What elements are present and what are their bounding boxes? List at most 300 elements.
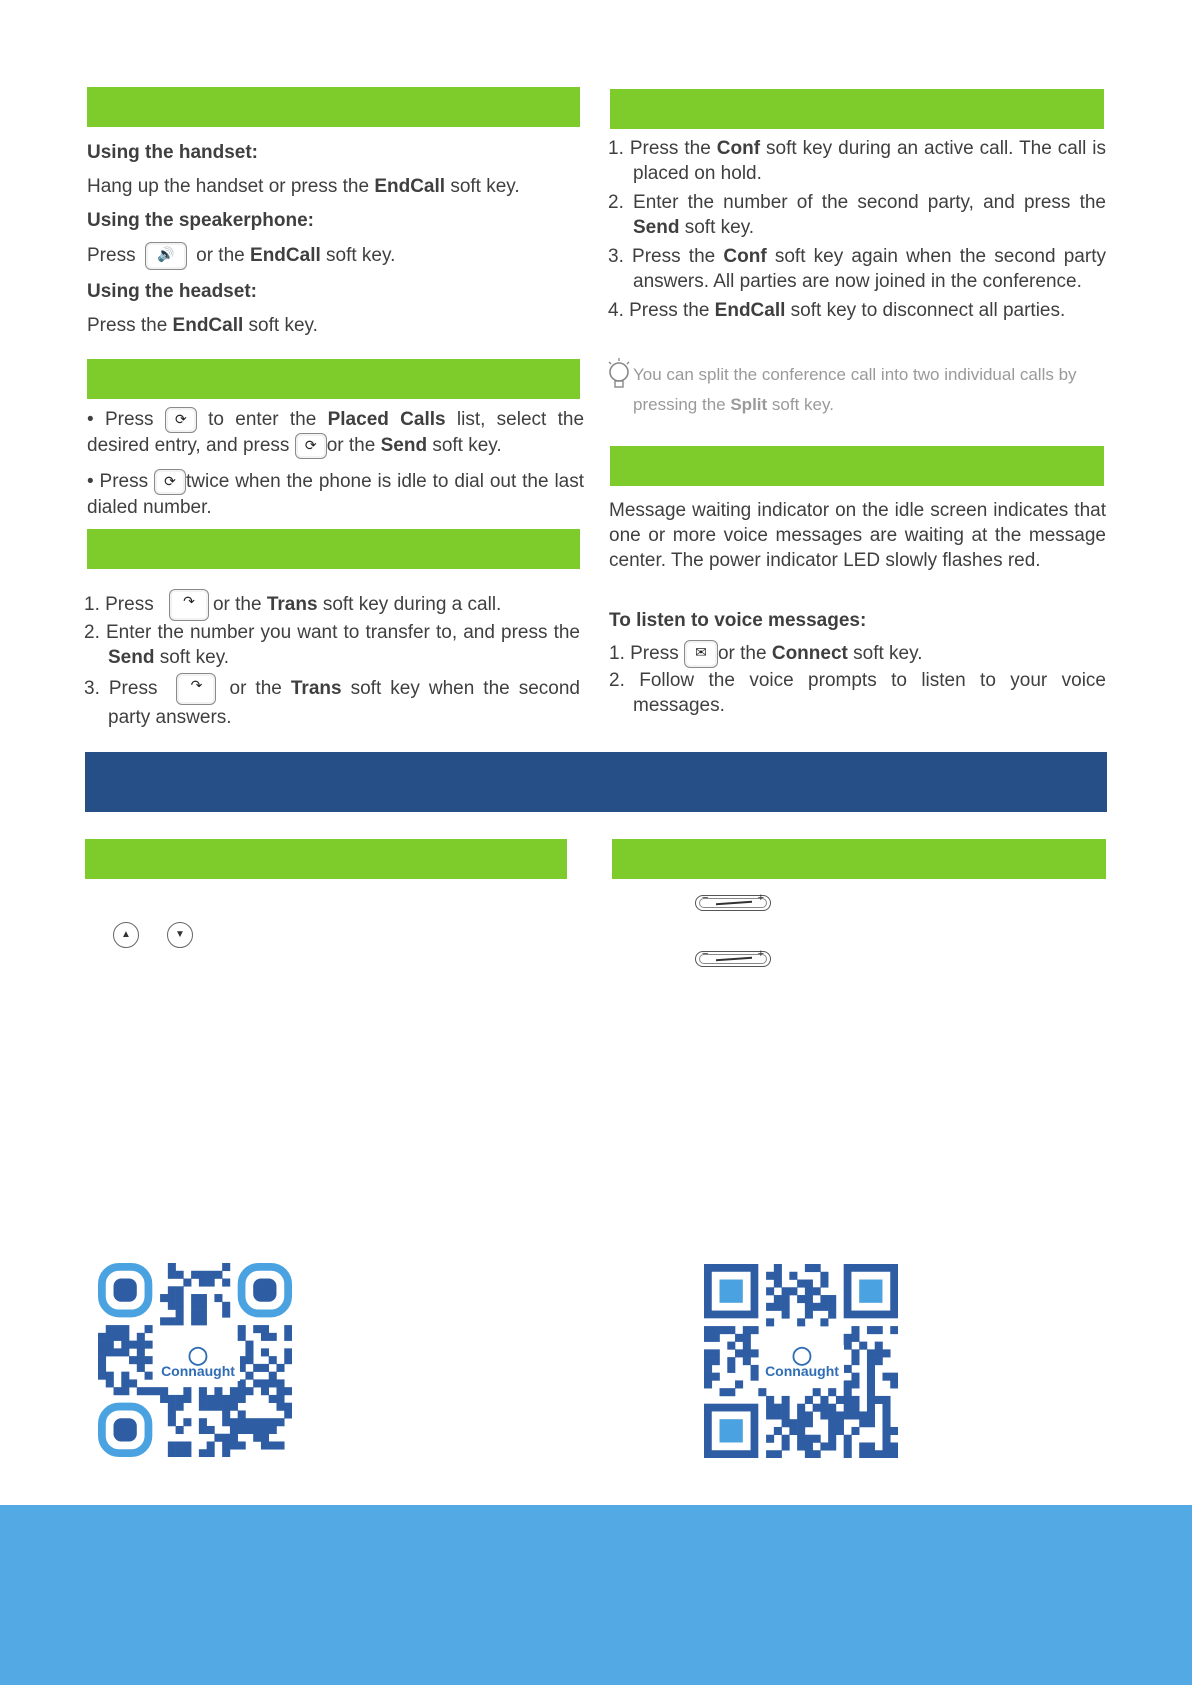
lower-right-header-bar	[612, 839, 1106, 879]
qr-module	[176, 1426, 184, 1434]
transfer-s3-mid: or the	[220, 678, 291, 700]
conf-s2-pre: 2. Enter the number of the second party, and press the	[608, 192, 1106, 213]
qr-module	[844, 1411, 852, 1419]
qr-module	[199, 1395, 207, 1403]
connaught-logo-right	[760, 1345, 844, 1381]
qr-module	[766, 1435, 774, 1443]
qr-module	[137, 1341, 145, 1349]
qr-module	[743, 1349, 751, 1357]
qr-module	[805, 1435, 813, 1443]
qr-module	[766, 1287, 774, 1295]
qr-module	[875, 1396, 883, 1404]
qr-module	[828, 1442, 836, 1450]
qr-module	[890, 1450, 898, 1458]
qr-module	[238, 1395, 246, 1403]
qr-module	[851, 1396, 859, 1404]
qr-module	[782, 1396, 790, 1404]
qr-module	[276, 1364, 284, 1372]
qr-module	[121, 1379, 129, 1387]
qr-module	[114, 1333, 122, 1341]
qr-module	[261, 1418, 269, 1426]
qr-module	[222, 1449, 230, 1457]
qr-module	[230, 1426, 238, 1434]
qr-module	[160, 1294, 168, 1302]
qr-module	[222, 1279, 230, 1287]
transfer-key-icon: ↷	[176, 673, 216, 705]
qr-module	[207, 1449, 215, 1457]
qr-module	[782, 1295, 790, 1303]
transfer-s1-post: soft key during a call.	[317, 594, 502, 616]
qr-module	[789, 1272, 797, 1280]
qr-module	[828, 1427, 836, 1435]
qr-finder-center	[720, 1280, 743, 1303]
redial-header-bar	[87, 359, 580, 399]
qr-module	[176, 1403, 184, 1411]
qr-module	[813, 1287, 821, 1295]
transfer-step-2	[84, 620, 580, 670]
transfer-step-3	[84, 673, 580, 730]
qr-module	[191, 1294, 199, 1302]
send-key-label: Send	[380, 435, 428, 457]
qr-module	[805, 1295, 813, 1303]
qr-module	[844, 1435, 852, 1443]
logo-text: Connaught	[765, 1363, 839, 1379]
qr-module	[137, 1364, 145, 1372]
qr-module	[813, 1264, 821, 1272]
qr-module	[276, 1387, 284, 1395]
qr-module	[867, 1404, 875, 1412]
down-arrow-icon: ▼	[167, 922, 193, 948]
qr-module	[727, 1365, 735, 1373]
qr-module	[743, 1334, 751, 1342]
up-arrow-icon: ▲	[113, 922, 139, 948]
redial-key-icon: ⟳	[165, 407, 197, 433]
qr-module	[261, 1426, 269, 1434]
qr-module	[828, 1435, 836, 1443]
qr-module	[269, 1356, 277, 1364]
qr-module	[284, 1333, 292, 1341]
qr-module	[183, 1387, 191, 1395]
qr-module	[191, 1317, 199, 1325]
qr-module	[751, 1326, 759, 1334]
speaker-text-mid: or the	[190, 245, 251, 267]
speaker-text: Press	[87, 245, 136, 267]
qr-module	[121, 1325, 129, 1333]
qr-module	[727, 1357, 735, 1365]
qr-module	[751, 1349, 759, 1357]
qr-module	[245, 1418, 253, 1426]
qr-module	[805, 1264, 813, 1272]
qr-module	[774, 1264, 782, 1272]
qr-module	[245, 1426, 253, 1434]
qr-module	[890, 1373, 898, 1381]
qr-module	[222, 1434, 230, 1442]
qr-module	[851, 1380, 859, 1388]
qr-finder-center	[114, 1418, 137, 1441]
connect-key-label: Connect	[771, 643, 848, 665]
qr-module	[276, 1441, 284, 1449]
end-call-header-bar	[87, 87, 580, 127]
qr-module	[222, 1310, 230, 1318]
qr-module	[191, 1302, 199, 1310]
connaught-logo-left	[156, 1345, 240, 1381]
qr-module	[168, 1395, 176, 1403]
qr-module	[805, 1280, 813, 1288]
qr-module	[805, 1442, 813, 1450]
qr-module	[797, 1295, 805, 1303]
qr-module	[176, 1271, 184, 1279]
qr-module	[751, 1365, 759, 1373]
qr-module	[269, 1441, 277, 1449]
qr-module	[704, 1373, 712, 1381]
redial-key-icon: ⟳	[154, 469, 186, 495]
qr-module	[875, 1450, 883, 1458]
qr-module	[820, 1295, 828, 1303]
qr-module	[875, 1342, 883, 1350]
conf-s2-post: soft key.	[679, 217, 755, 238]
qr-module	[176, 1317, 184, 1325]
transfer-step-1	[84, 589, 584, 621]
qr-module	[720, 1388, 728, 1396]
qr-module	[168, 1317, 176, 1325]
qr-module	[867, 1450, 875, 1458]
endcall-key-label: EndCall	[374, 176, 446, 197]
qr-module	[176, 1310, 184, 1318]
qr-module	[890, 1427, 898, 1435]
qr-module	[797, 1280, 805, 1288]
conf-s4-post: soft key to disconnect all parties.	[785, 300, 1066, 321]
voicemail-intro: Message waiting indicator on the idle screen indicates that one or more voice messages are waiting at the message center. The power indicator LED slowly flashes red.	[609, 500, 1106, 571]
qr-module	[867, 1442, 875, 1450]
handset-heading: Using the handset:	[87, 142, 259, 163]
logo-ring-icon: ◯	[187, 1345, 209, 1365]
trans-key-label: Trans	[290, 678, 342, 700]
qr-module	[269, 1379, 277, 1387]
qr-module	[168, 1403, 176, 1411]
conference-step-3	[608, 244, 1106, 294]
redial-key-icon: ⟳	[295, 433, 327, 459]
qr-module	[828, 1419, 836, 1427]
qr-module	[98, 1356, 106, 1364]
qr-module	[230, 1395, 238, 1403]
qr-module	[828, 1295, 836, 1303]
qr-module	[222, 1263, 230, 1271]
qr-module	[145, 1325, 153, 1333]
qr-module	[882, 1419, 890, 1427]
qr-module	[704, 1349, 712, 1357]
speaker-heading: Using the speakerphone:	[87, 210, 314, 231]
redial-bullet-1	[87, 407, 584, 459]
qr-module	[106, 1333, 114, 1341]
qr-module	[890, 1326, 898, 1334]
qr-module	[704, 1326, 712, 1334]
qr-module	[844, 1365, 852, 1373]
lightbulb-icon	[606, 357, 632, 391]
qr-module	[774, 1427, 782, 1435]
qr-module	[844, 1388, 852, 1396]
qr-module	[199, 1387, 207, 1395]
qr-module	[261, 1379, 269, 1387]
qr-module	[805, 1311, 813, 1319]
qr-module	[269, 1372, 277, 1380]
qr-module	[230, 1403, 238, 1411]
qr-module	[137, 1333, 145, 1341]
qr-module	[727, 1388, 735, 1396]
qr-module	[129, 1356, 137, 1364]
section-banner	[85, 752, 1107, 812]
qr-module	[735, 1334, 743, 1342]
qr-module	[214, 1434, 222, 1442]
transfer-header-bar	[87, 529, 580, 569]
qr-module	[867, 1388, 875, 1396]
qr-module	[160, 1317, 168, 1325]
qr-module	[851, 1357, 859, 1365]
qr-module	[98, 1333, 106, 1341]
qr-module	[253, 1418, 261, 1426]
conference-header-bar	[610, 89, 1104, 129]
qr-module	[797, 1411, 805, 1419]
qr-module	[168, 1449, 176, 1457]
listen-heading-text: To listen to voice messages:	[609, 610, 867, 631]
qr-module	[727, 1326, 735, 1334]
qr-module	[844, 1342, 852, 1350]
qr-module	[214, 1271, 222, 1279]
qr-module	[284, 1403, 292, 1411]
qr-module	[751, 1373, 759, 1381]
qr-module	[106, 1372, 114, 1380]
minus-sign: −	[702, 892, 709, 904]
qr-module	[805, 1450, 813, 1458]
split-key-label: Split	[730, 395, 768, 414]
qr-module	[735, 1349, 743, 1357]
voicemail-header-bar	[610, 446, 1104, 486]
qr-module	[789, 1427, 797, 1435]
qr-module	[276, 1403, 284, 1411]
qr-module	[207, 1279, 215, 1287]
qr-module	[820, 1280, 828, 1288]
qr-module	[851, 1334, 859, 1342]
qr-module	[875, 1357, 883, 1365]
transfer-key-icon: ↷	[169, 589, 209, 621]
qr-module	[238, 1410, 246, 1418]
redial-b1-pre: • Press	[87, 409, 154, 431]
qr-module	[261, 1333, 269, 1341]
qr-module	[114, 1325, 122, 1333]
qr-module	[222, 1395, 230, 1403]
qr-module	[859, 1419, 867, 1427]
redial-b1-mid: to enter the	[196, 409, 328, 431]
qr-module	[851, 1404, 859, 1412]
qr-module	[828, 1311, 836, 1319]
voicemail-step-1	[609, 640, 1106, 668]
qr-module	[766, 1396, 774, 1404]
headset-text-end: soft key.	[243, 315, 318, 336]
qr-module	[766, 1303, 774, 1311]
qr-module	[121, 1348, 129, 1356]
qr-module	[766, 1272, 774, 1280]
qr-module	[121, 1333, 129, 1341]
qr-module	[98, 1341, 106, 1349]
qr-module	[820, 1303, 828, 1311]
qr-module	[199, 1426, 207, 1434]
qr-module	[269, 1418, 277, 1426]
qr-module	[844, 1404, 852, 1412]
qr-module	[199, 1271, 207, 1279]
qr-module	[766, 1318, 774, 1326]
qr-module	[160, 1395, 168, 1403]
qr-module	[276, 1418, 284, 1426]
qr-module	[704, 1334, 712, 1342]
speaker-text-end: soft key.	[320, 245, 396, 267]
qr-module	[797, 1442, 805, 1450]
qr-module	[121, 1341, 129, 1349]
qr-module	[284, 1325, 292, 1333]
qr-module	[168, 1410, 176, 1418]
qr-module	[882, 1435, 890, 1443]
qr-module	[712, 1373, 720, 1381]
qr-module	[844, 1442, 852, 1450]
qr-module	[98, 1348, 106, 1356]
logo-text: Connaught	[161, 1363, 235, 1379]
qr-module	[261, 1434, 269, 1442]
qr-module	[875, 1326, 883, 1334]
qr-module	[851, 1349, 859, 1357]
qr-module	[851, 1427, 859, 1435]
qr-module	[820, 1411, 828, 1419]
qr-module	[828, 1388, 836, 1396]
qr-module	[766, 1404, 774, 1412]
qr-module	[106, 1379, 114, 1387]
tip-pre: You can split the conference call into two individual calls by pressing the	[633, 365, 1077, 414]
qr-module	[844, 1380, 852, 1388]
qr-module	[230, 1434, 238, 1442]
qr-module	[238, 1418, 246, 1426]
qr-module	[782, 1419, 790, 1427]
tip-post: soft key.	[767, 395, 834, 414]
qr-module	[774, 1450, 782, 1458]
conference-step-4	[608, 298, 1106, 323]
qr-module	[207, 1395, 215, 1403]
qr-module	[867, 1419, 875, 1427]
placed-calls-label: Placed Calls	[327, 409, 446, 431]
qr-module	[805, 1411, 813, 1419]
qr-module	[828, 1404, 836, 1412]
endcall-key-label: EndCall	[172, 315, 244, 336]
qr-module	[199, 1418, 207, 1426]
qr-module	[245, 1348, 253, 1356]
qr-module	[774, 1404, 782, 1412]
qr-module	[253, 1426, 261, 1434]
vm-s1-pre: 1. Press	[609, 643, 679, 665]
footer-band	[0, 1505, 1192, 1685]
qr-module	[207, 1271, 215, 1279]
qr-module	[789, 1287, 797, 1295]
volume-key-icon	[695, 892, 771, 911]
qr-module	[269, 1426, 277, 1434]
endcall-key-label: EndCall	[250, 245, 321, 267]
qr-module	[183, 1279, 191, 1287]
qr-module	[176, 1302, 184, 1310]
qr-module	[253, 1434, 261, 1442]
minus-sign: −	[702, 948, 709, 960]
qr-module	[774, 1295, 782, 1303]
vm-s1-mid: or the	[717, 643, 772, 665]
qr-module	[867, 1373, 875, 1381]
qr-module	[230, 1418, 238, 1426]
redial-b1-post: soft key.	[427, 435, 502, 457]
qr-module	[766, 1411, 774, 1419]
qr-module	[836, 1396, 844, 1404]
qr-module	[176, 1286, 184, 1294]
qr-module	[207, 1441, 215, 1449]
qr-module	[199, 1403, 207, 1411]
qr-module	[168, 1441, 176, 1449]
qr-module	[859, 1411, 867, 1419]
qr-module	[230, 1441, 238, 1449]
qr-module	[797, 1318, 805, 1326]
redial-b1-mid3: or the	[326, 435, 381, 457]
conf-s3-post: soft key again when the second party answers. All parties are now joined in the conference.	[633, 246, 1106, 292]
qr-module	[199, 1310, 207, 1318]
qr-module	[782, 1442, 790, 1450]
qr-module	[836, 1411, 844, 1419]
qr-module	[743, 1357, 751, 1365]
qr-module	[867, 1396, 875, 1404]
qr-module	[168, 1418, 176, 1426]
end-call-section	[87, 140, 582, 338]
qr-module	[222, 1418, 230, 1426]
qr-module	[245, 1341, 253, 1349]
qr-module	[114, 1387, 122, 1395]
qr-module	[261, 1387, 269, 1395]
qr-module	[859, 1442, 867, 1450]
qr-module	[766, 1450, 774, 1458]
qr-module	[882, 1411, 890, 1419]
listen-heading	[609, 608, 1106, 633]
qr-module	[828, 1303, 836, 1311]
qr-module	[704, 1380, 712, 1388]
qr-module	[797, 1404, 805, 1412]
qr-module	[222, 1403, 230, 1411]
qr-module	[98, 1372, 106, 1380]
qr-module	[199, 1449, 207, 1457]
endcall-key-label: EndCall	[714, 300, 786, 321]
qr-module	[121, 1372, 129, 1380]
qr-module	[704, 1365, 712, 1373]
qr-module	[129, 1379, 137, 1387]
plus-sign: +	[757, 892, 764, 904]
qr-module	[867, 1365, 875, 1373]
qr-module	[168, 1271, 176, 1279]
qr-module	[859, 1342, 867, 1350]
qr-module	[844, 1396, 852, 1404]
qr-module	[820, 1396, 828, 1404]
qr-module	[199, 1279, 207, 1287]
qr-module	[98, 1364, 106, 1372]
qr-module	[774, 1303, 782, 1311]
qr-module	[867, 1326, 875, 1334]
qr-module	[782, 1435, 790, 1443]
qr-module	[882, 1427, 890, 1435]
qr-module	[199, 1294, 207, 1302]
qr-module	[137, 1348, 145, 1356]
conf-s3-pre: 3. Press the	[608, 246, 724, 267]
qr-module	[168, 1286, 176, 1294]
qr-module	[230, 1387, 238, 1395]
qr-module	[284, 1356, 292, 1364]
qr-module	[152, 1387, 160, 1395]
qr-module	[813, 1450, 821, 1458]
